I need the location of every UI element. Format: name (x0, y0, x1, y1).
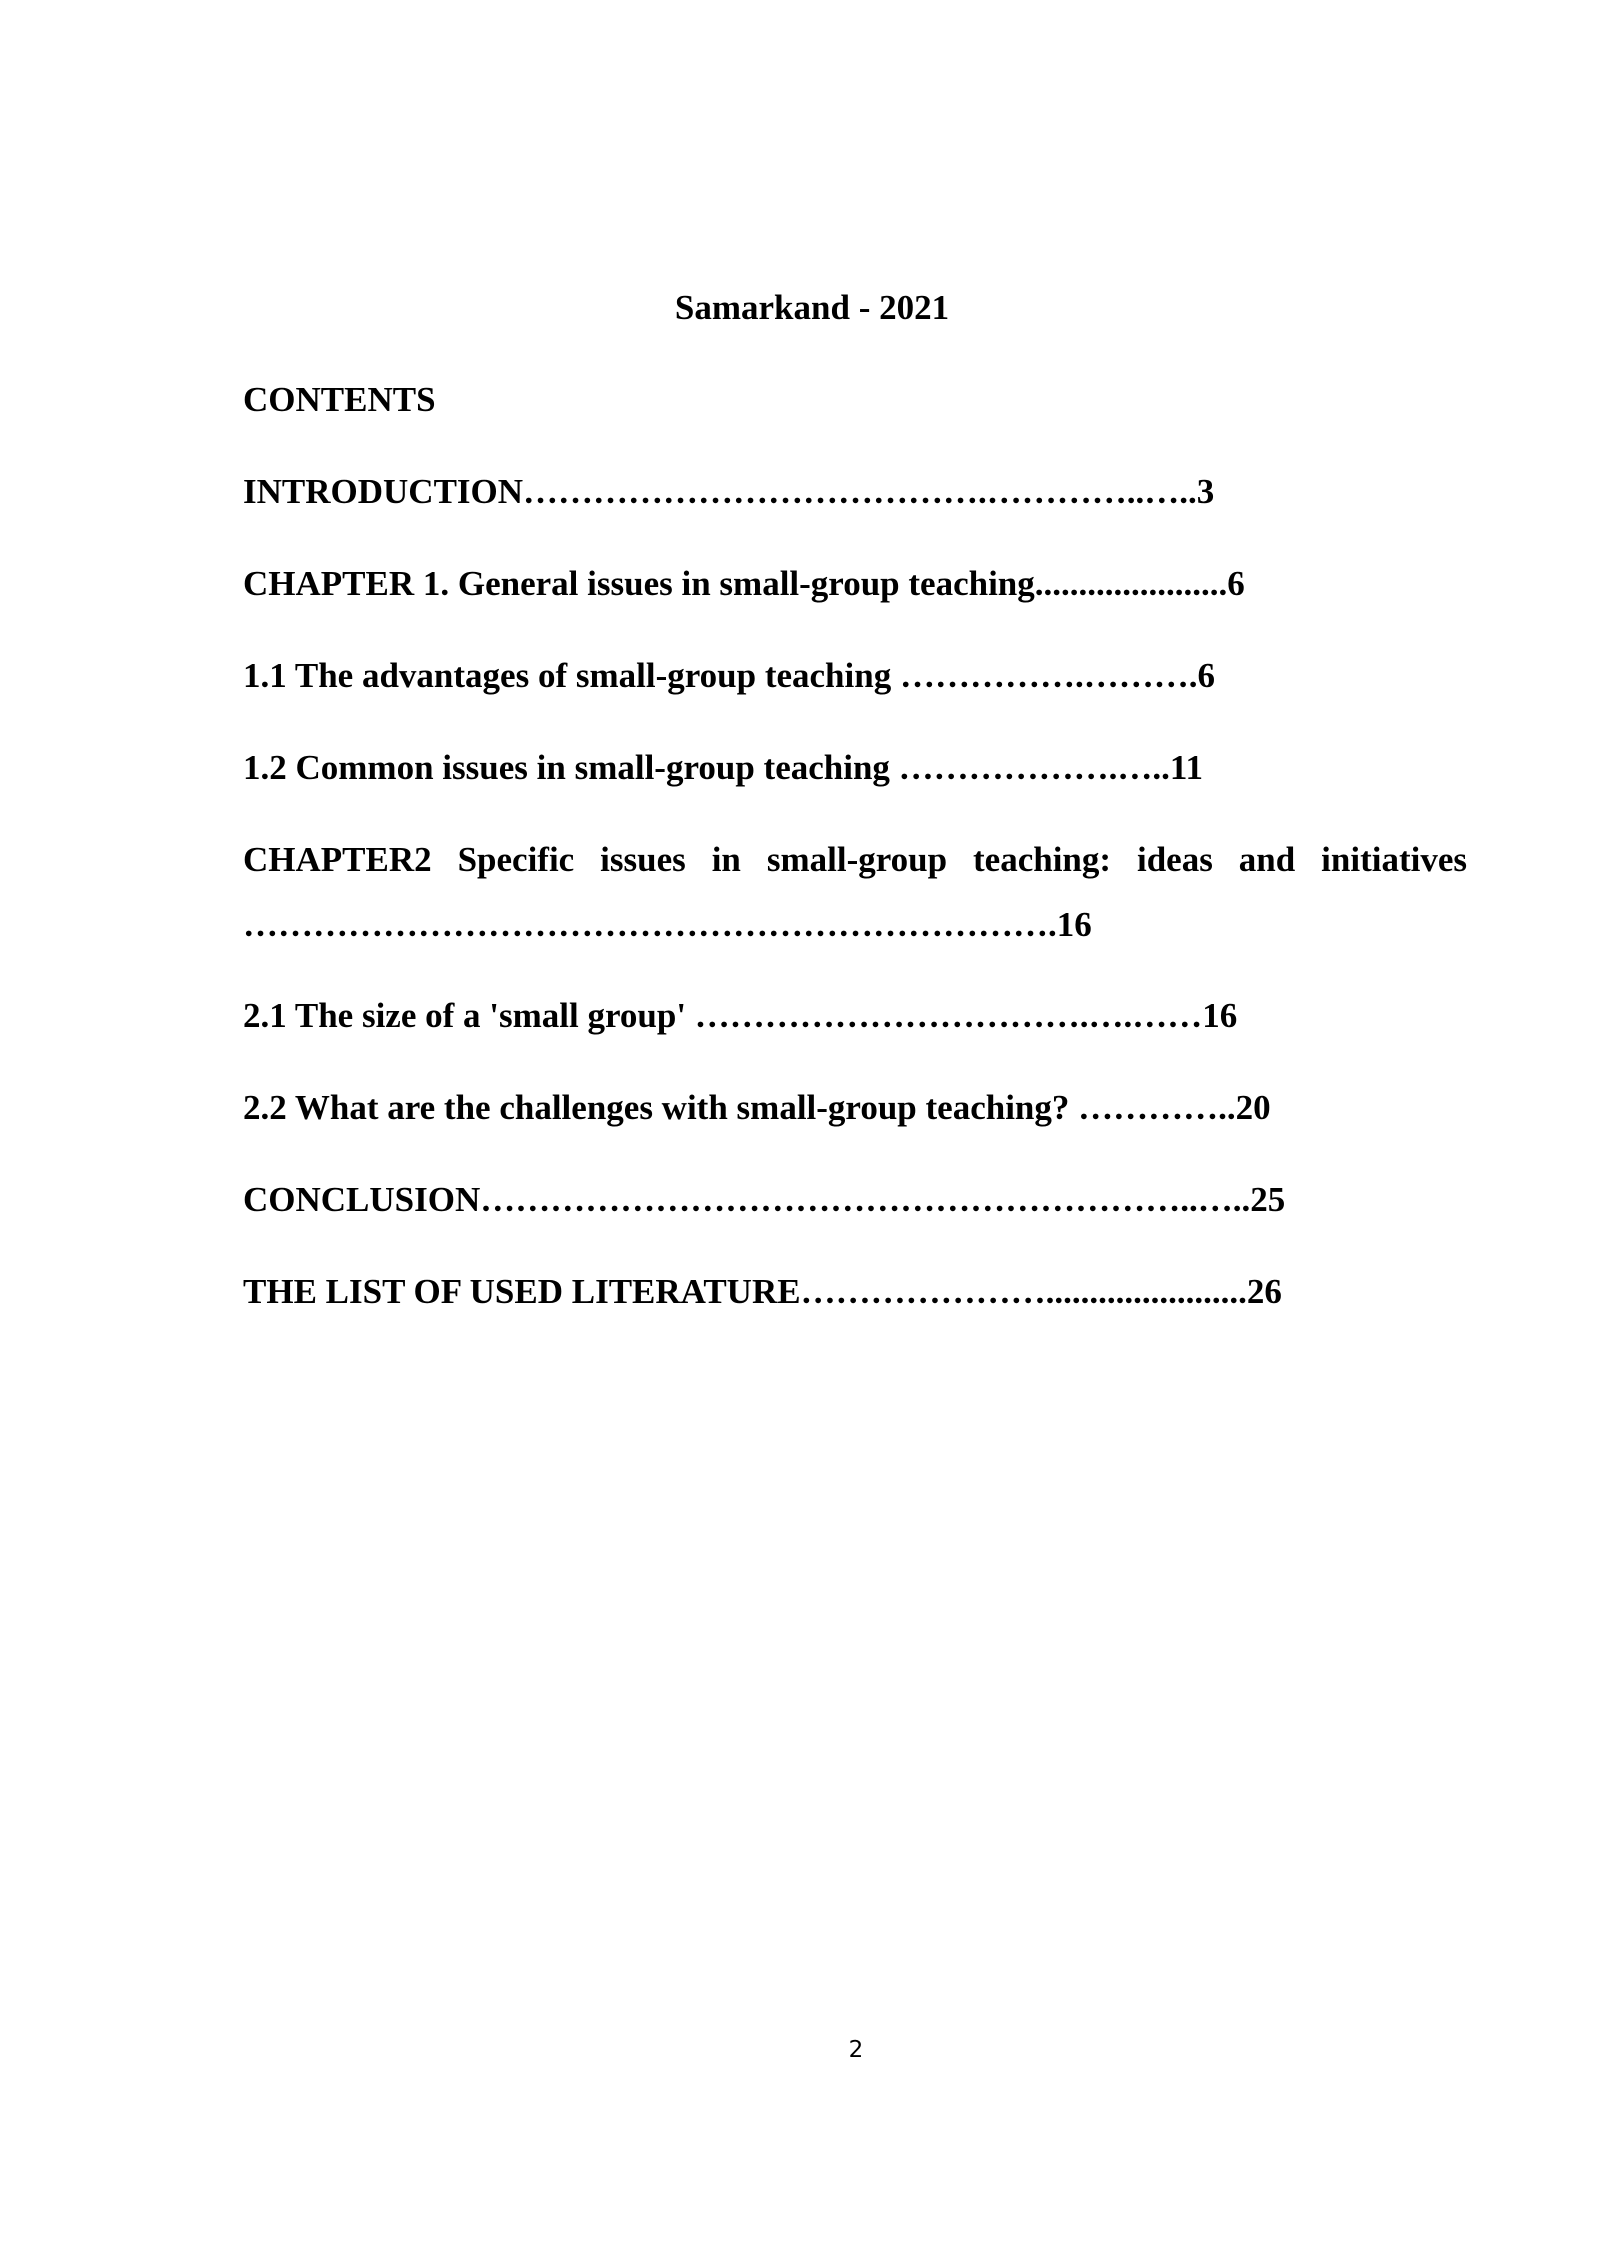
toc-entry-chapter-2[interactable] (243, 827, 1467, 957)
toc-entry-introduction[interactable]: INTRODUCTION………………………………….…………..…..3 (243, 472, 1215, 511)
toc-entry-conclusion[interactable]: CONCLUSION……………………………………………………..…..25 (243, 1180, 1286, 1219)
toc-entry-section-2-2[interactable]: 2.2 What are the challenges with small-group teaching? …………..20 (243, 1088, 1271, 1127)
toc-entry-literature[interactable]: THE LIST OF USED LITERATURE………………….......................26 (243, 1272, 1282, 1311)
toc-entry-chapter-1[interactable]: CHAPTER 1. General issues in small-group teaching......................6 (243, 564, 1245, 603)
toc-entry-chapter-2-leader: …………………………………………………………….16 (243, 905, 1092, 944)
page-title: Samarkand - 2021 (674, 288, 950, 327)
contents-heading: CONTENTS (243, 380, 436, 419)
toc-entry-section-1-1[interactable]: 1.1 The advantages of small-group teaching …………….……….6 (243, 656, 1215, 695)
page-number: 2 (848, 2037, 864, 2063)
toc-entry-section-2-1[interactable]: 2.1 The size of a 'small group' …………………………….….……16 (243, 996, 1238, 1035)
toc-entry-chapter-2-title: CHAPTER2 Specific issues in small-group teaching: ideas and initiatives (243, 840, 1467, 879)
toc-entry-section-1-2[interactable]: 1.2 Common issues in small-group teaching ……………….…..11 (243, 748, 1203, 787)
